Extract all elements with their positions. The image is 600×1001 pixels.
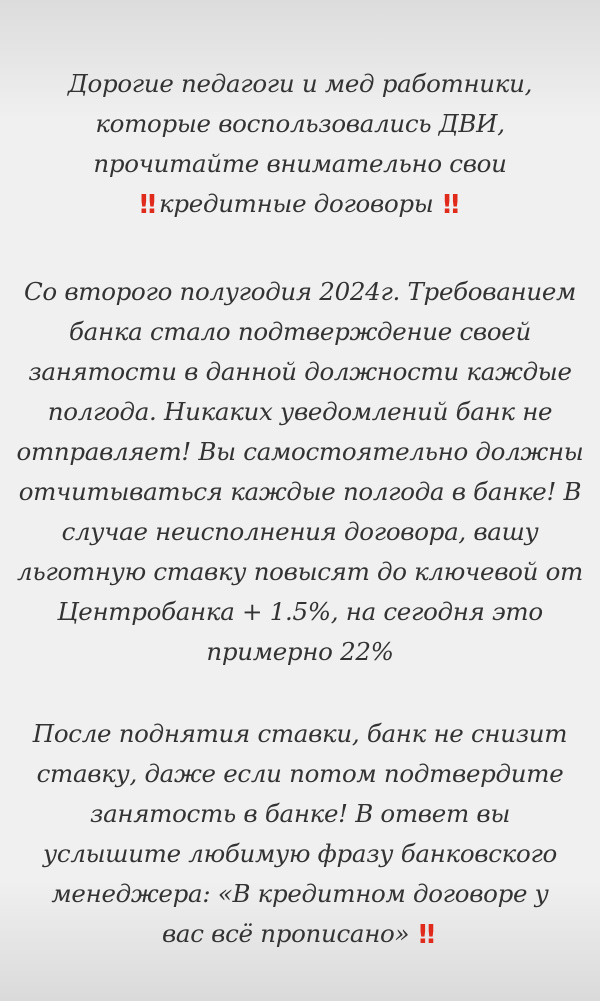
text-line: отчитываться каждые полгода в банке! В — [18, 477, 582, 506]
paragraph-bank-requirement — [10, 272, 590, 672]
text-line: занятость в банке! В ответ вы — [90, 799, 510, 828]
text-line: менеджера: «В кредитном договоре у — [51, 879, 549, 908]
text-line: случае неисполнения договора, вашу — [61, 517, 539, 546]
double-exclamation-icon: ‼ — [139, 190, 154, 220]
text-line: Дорогие педагоги и мед работники, — [67, 69, 533, 98]
text-line: полгода. Никаких уведомлений банк не — [47, 397, 553, 426]
text-line: Центробанка + 1.5%, на сегодня это — [57, 597, 543, 626]
text-line: которые воспользовались ДВИ, — [95, 109, 505, 138]
text-line: отправляет! Вы самостоятельно должны — [16, 437, 584, 466]
text-line: После поднятия ставки, банк не снизит — [32, 719, 568, 748]
paragraph-rate-warning — [10, 714, 590, 954]
double-exclamation-icon: ‼ — [418, 920, 433, 950]
text-line-with-emoji — [10, 184, 590, 224]
text-line: льготную ставку повысят до ключевой от — [17, 557, 583, 586]
double-exclamation-icon: ‼ — [442, 190, 457, 220]
text-line: услышите любимую фразу банковского — [43, 839, 557, 868]
text-line: прочитайте внимательно свои — [93, 149, 507, 178]
text-line: банка стало подтверждение своей — [69, 317, 531, 346]
text-line: Со второго полугодия 2024г. Требованием — [23, 277, 577, 306]
text-fragment: кредитные договоры — [159, 189, 434, 218]
paragraph-spacer — [10, 224, 590, 272]
text-line: примерно 22% — [206, 637, 394, 666]
text-line-with-emoji — [10, 914, 590, 954]
paragraph-spacer — [10, 672, 590, 714]
text-fragment: вас всё прописано» — [161, 919, 410, 948]
text-line: ставку, даже если потом подтвердите — [36, 759, 564, 788]
paragraph-greeting — [10, 64, 590, 224]
text-line: занятости в данной должности каждые — [28, 357, 572, 386]
